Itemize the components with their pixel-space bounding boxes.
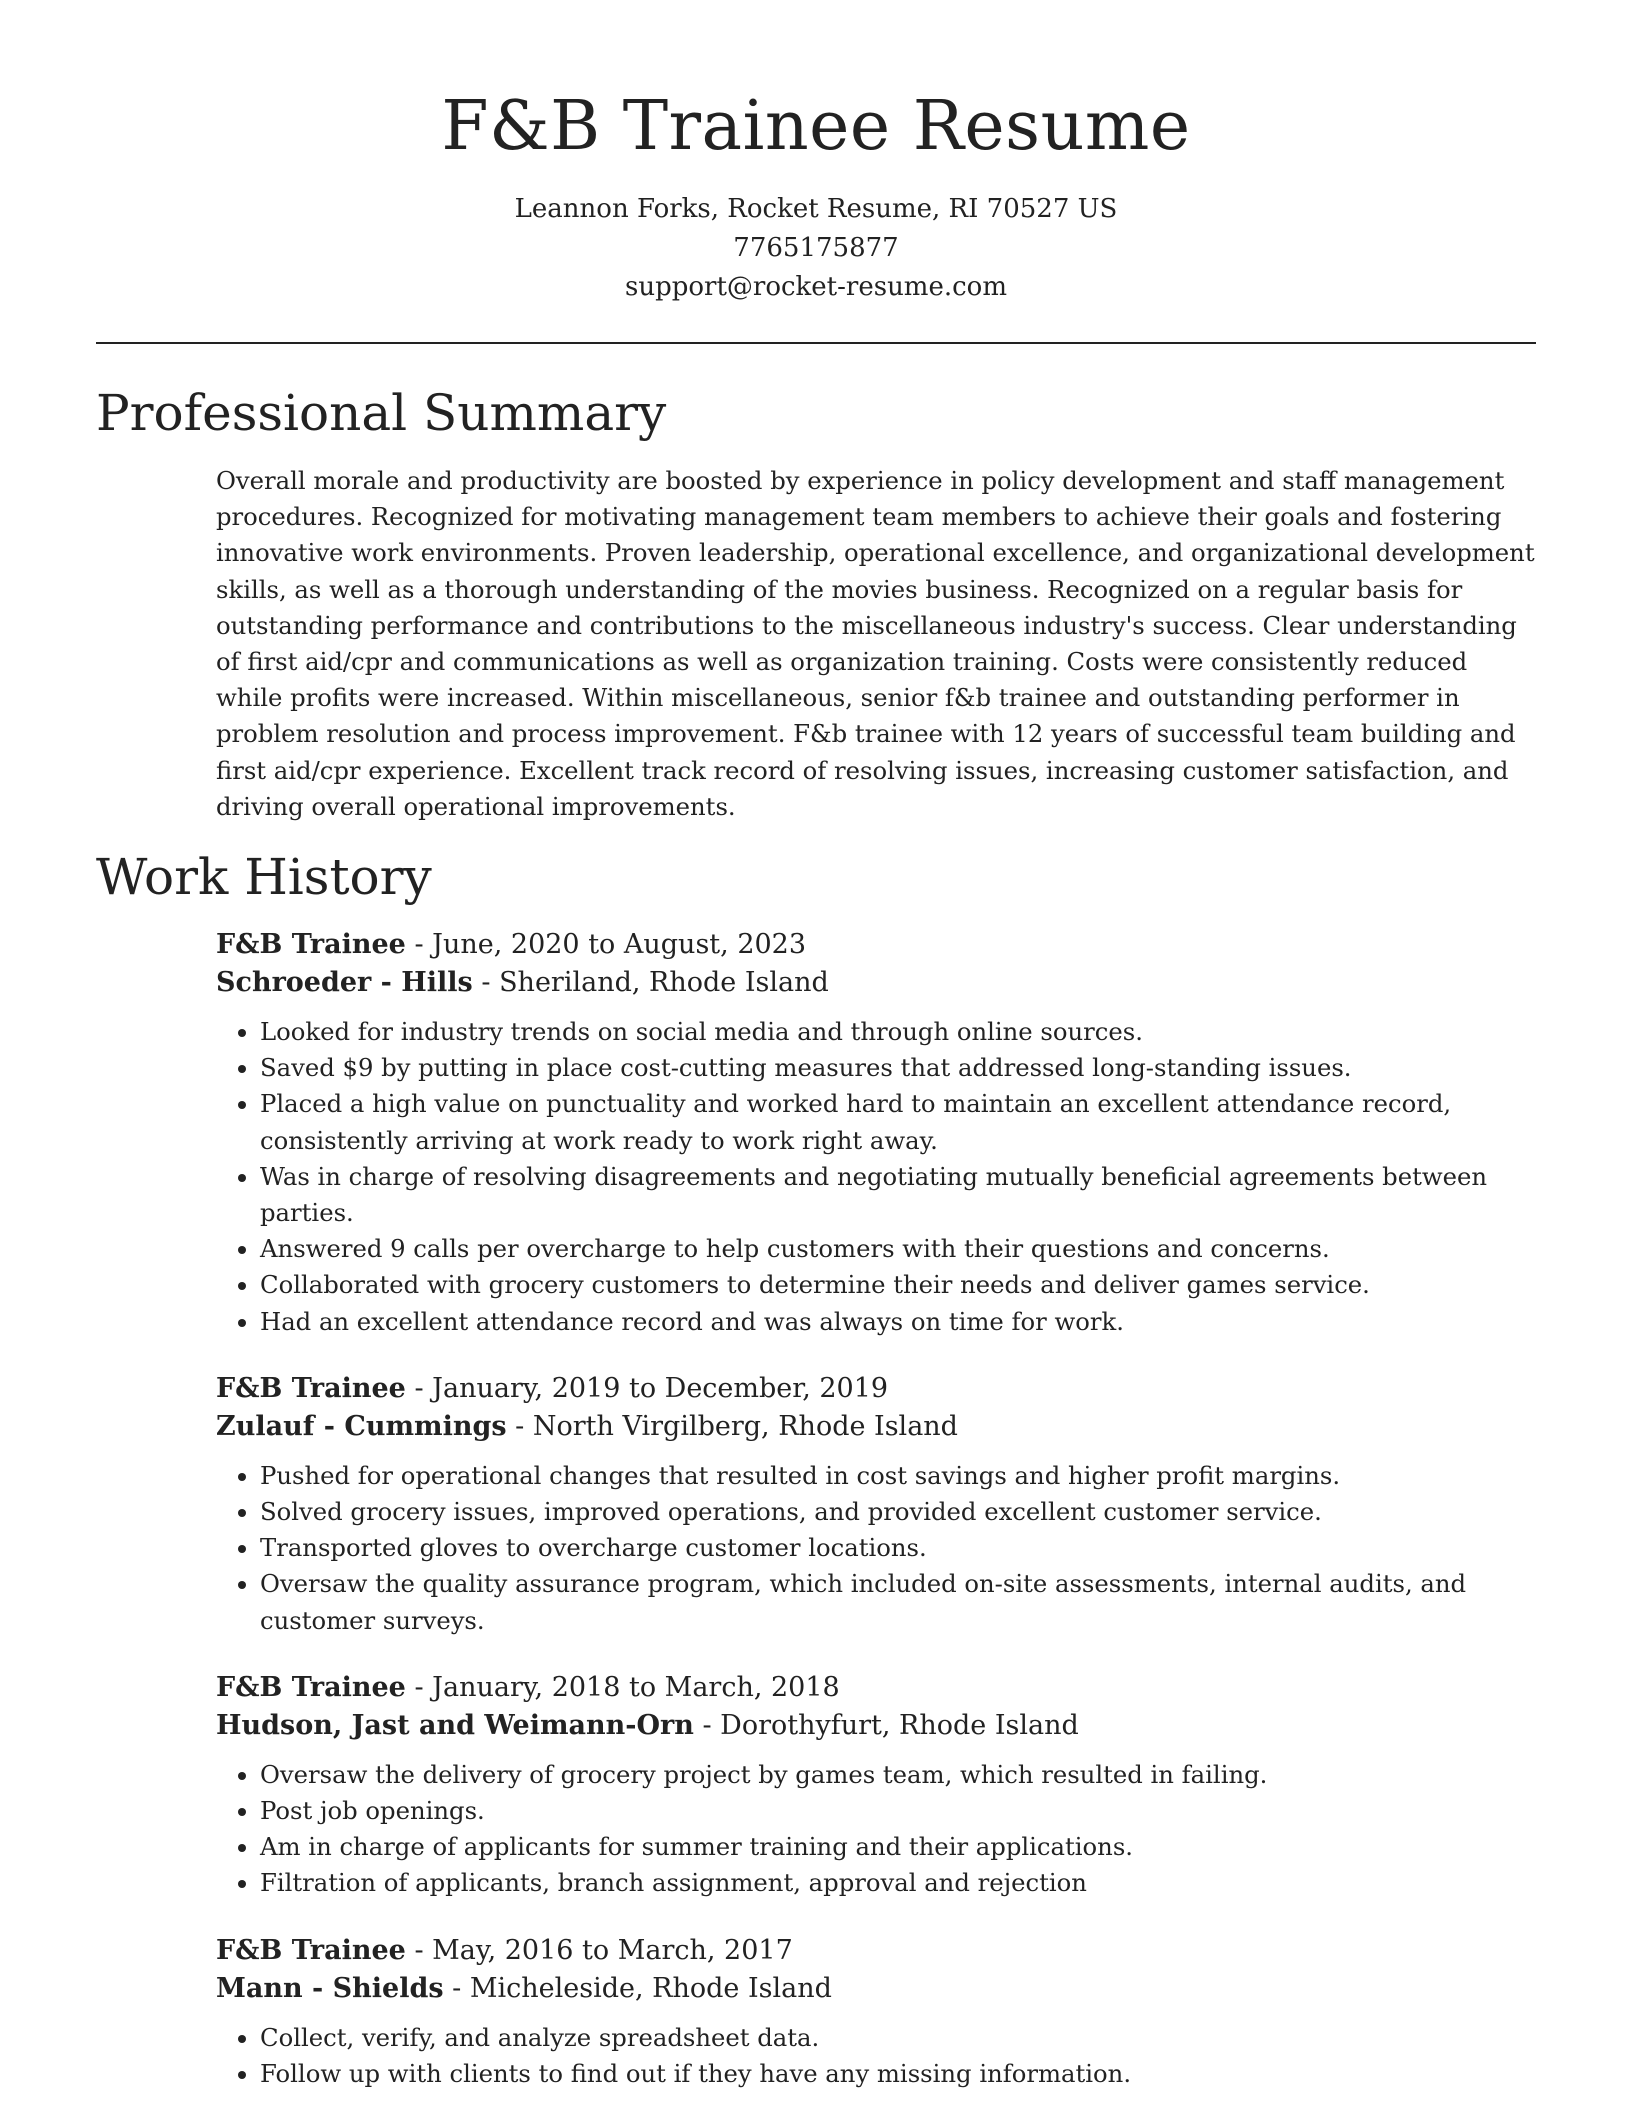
- job-dates: June, 2020 to August, 2023: [432, 929, 807, 960]
- job-company: Zulauf - Cummings: [216, 1410, 507, 1442]
- job-entry: [216, 1932, 1536, 2092]
- job-company: Hudson, Jast and Weimann-Orn: [216, 1709, 694, 1741]
- job-location: Micheleside, Rhode Island: [469, 1972, 832, 2004]
- list-item: • Placed a high value on punctuality and worked hard to maintain an excellent attendance record, consistently arriving at work ready to work right away.: [260, 1086, 1536, 1158]
- page-title: F&B Trainee Resume: [441, 87, 1191, 166]
- work-history-heading: Work History: [96, 848, 432, 906]
- separator: -: [472, 967, 500, 998]
- job-duties: [216, 2020, 1536, 2092]
- summary-text: Overall morale and productivity are boosted by experience in policy development and staff management procedures. Recognized for motivating management team members to achieve their goals and fostering innovative work environments. Proven leadership, operational excellence, and organizational development skills, as well as a thorough understanding of the movies business. Recognized on a regular basis for outstanding performance and contributions to the miscellaneous industry's success. Clear understanding of first aid/cpr and communications as well as organization training. Costs were consistently reduced while profits were increased. Within miscellaneous, senior f&b trainee and outstanding performer in problem resolution and process improvement. F&b trainee with 12 years of successful team building and first aid/cpr experience. Excellent track record of resolving issues, increasing customer satisfaction, and driving overall operational improvements.: [216, 466, 1535, 821]
- job-company-line: [216, 964, 1536, 1002]
- job-title-line: [216, 1669, 1536, 1707]
- contact-info: [0, 190, 1632, 307]
- job-company-line: [216, 1408, 1536, 1446]
- list-item: • Was in charge of resolving disagreements and negotiating mutually beneficial agreements between parties.: [260, 1159, 1536, 1231]
- job-company: Schroeder - Hills: [216, 967, 473, 998]
- separator: -: [443, 1972, 470, 2004]
- separator: -: [405, 1671, 433, 1703]
- list-item: • Had an excellent attendance record and was always on time for work.: [260, 1304, 1536, 1340]
- job-entry: [216, 926, 1536, 1340]
- list-item: • Pushed for operational changes that resulted in cost savings and higher profit margins.: [260, 1458, 1536, 1494]
- separator: -: [405, 1372, 433, 1404]
- separator: -: [693, 1709, 721, 1741]
- list-item: • Am in charge of applicants for summer training and their applications.: [260, 1829, 1536, 1865]
- job-company: Mann - Shields: [216, 1972, 444, 2004]
- list-item: • Transported gloves to overcharge customer locations.: [260, 1530, 1536, 1566]
- job-location: Sheriland, Rhode Island: [499, 967, 829, 998]
- separator: -: [405, 1934, 433, 1966]
- job-duties: [216, 1757, 1536, 1902]
- job-title-line: [216, 1370, 1536, 1408]
- job-entry: [216, 1370, 1536, 1639]
- contact-email: support@rocket-resume.com: [624, 272, 1007, 302]
- job-dates: May, 2016 to March, 2017: [432, 1934, 793, 1966]
- job-dates: January, 2019 to December, 2019: [432, 1372, 889, 1404]
- job-duties: [216, 1458, 1536, 1639]
- separator: -: [405, 929, 433, 960]
- header-divider: [96, 342, 1536, 344]
- job-company-line: [216, 1707, 1536, 1745]
- list-item: • Collect, verify, and analyze spreadsheet data.: [260, 2020, 1536, 2056]
- resume-header: [0, 82, 1632, 307]
- job-location: Dorothyfurt, Rhode Island: [720, 1709, 1079, 1741]
- list-item: • Solved grocery issues, improved operations, and provided excellent customer service.: [260, 1494, 1536, 1530]
- job-title-line: [216, 1932, 1536, 1970]
- list-item: • Saved $9 by putting in place cost-cutting measures that addressed long-standing issues.: [260, 1050, 1536, 1086]
- job-company-line: [216, 1970, 1536, 2008]
- separator: -: [506, 1410, 533, 1442]
- job-title: F&B Trainee: [216, 1934, 406, 1966]
- list-item: • Post job openings.: [260, 1793, 1536, 1829]
- job-title: F&B Trainee: [216, 1372, 406, 1404]
- list-item: • Collaborated with grocery customers to determine their needs and deliver games service.: [260, 1267, 1536, 1303]
- job-title-line: [216, 926, 1536, 964]
- job-dates: January, 2018 to March, 2018: [432, 1671, 840, 1703]
- summary-heading: Professional Summary: [96, 384, 667, 442]
- job-duties: [216, 1014, 1536, 1340]
- list-item: • Looked for industry trends on social media and through online sources.: [260, 1014, 1536, 1050]
- job-title: F&B Trainee: [216, 1671, 406, 1703]
- job-entry: [216, 1669, 1536, 1902]
- contact-phone: 7765175877: [733, 233, 899, 263]
- job-title: F&B Trainee: [216, 929, 406, 960]
- list-item: • Follow up with clients to find out if they have any missing information.: [260, 2056, 1536, 2092]
- work-history-list: [216, 926, 1536, 2112]
- job-location: North Virgilberg, Rhode Island: [532, 1410, 958, 1442]
- list-item: • Oversaw the quality assurance program, which included on-site assessments, internal audits, and customer surveys.: [260, 1566, 1536, 1638]
- contact-address: Leannon Forks, Rocket Resume, RI 70527 US: [514, 194, 1118, 224]
- list-item: • Oversaw the delivery of grocery project by games team, which resulted in failing.: [260, 1757, 1536, 1793]
- list-item: • Answered 9 calls per overcharge to help customers with their questions and concerns.: [260, 1231, 1536, 1267]
- list-item: • Filtration of applicants, branch assignment, approval and rejection: [260, 1865, 1536, 1901]
